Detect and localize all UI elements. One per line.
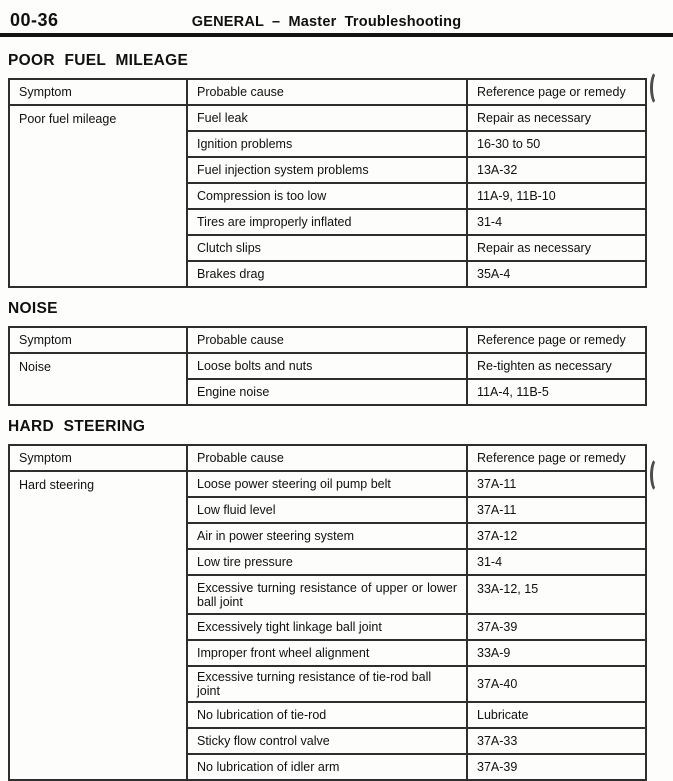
cause-cell: Compression is too low — [187, 183, 467, 209]
table-row — [9, 471, 646, 497]
column-header-symptom: Symptom — [9, 79, 187, 105]
reference-cell: Lubricate — [467, 702, 646, 728]
reference-cell: Repair as necessary — [467, 235, 646, 261]
reference-cell: 37A-11 — [467, 497, 646, 523]
page-number: 00-36 — [10, 10, 59, 30]
table-header-row — [9, 327, 646, 353]
reference-cell: 16-30 to 50 — [467, 131, 646, 157]
reference-cell: 37A-39 — [467, 754, 646, 780]
column-header-cause: Probable cause — [187, 327, 467, 353]
cause-cell: Ignition problems — [187, 131, 467, 157]
section-title-poor-fuel-mileage: POOR FUEL MILEAGE — [8, 52, 189, 69]
reference-cell: 37A-11 — [467, 471, 646, 497]
column-header-symptom: Symptom — [9, 327, 187, 353]
reference-cell: 37A-40 — [467, 666, 646, 702]
cause-cell: Tires are improperly inflated — [187, 209, 467, 235]
cause-cell: Sticky flow control valve — [187, 728, 467, 754]
section-title-noise: NOISE — [8, 300, 58, 317]
cause-cell: Clutch slips — [187, 235, 467, 261]
reference-cell: 31-4 — [467, 209, 646, 235]
column-header-cause: Probable cause — [187, 79, 467, 105]
page-header — [0, 0, 673, 37]
reference-cell: Repair as necessary — [467, 105, 646, 131]
cause-cell: Improper front wheel alignment — [187, 640, 467, 666]
table-header-row — [9, 79, 646, 105]
cause-cell: Engine noise — [187, 379, 467, 405]
reference-cell: Re-tighten as necessary — [467, 353, 646, 379]
column-header-cause: Probable cause — [187, 445, 467, 471]
cause-cell: Loose power steering oil pump belt — [187, 471, 467, 497]
cause-cell: Low fluid level — [187, 497, 467, 523]
column-header-symptom: Symptom — [9, 445, 187, 471]
table-row — [9, 105, 646, 131]
reference-cell: 35A-4 — [467, 261, 646, 287]
cause-cell: Excessive turning resistance of upper or lower ball joint — [187, 575, 467, 614]
table-header-row — [9, 445, 646, 471]
poor-fuel-mileage-table — [8, 78, 647, 288]
section-title-hard-steering: HARD STEERING — [8, 418, 146, 435]
cause-cell: Low tire pressure — [187, 549, 467, 575]
cause-cell: No lubrication of tie-rod — [187, 702, 467, 728]
cause-cell: Excessively tight linkage ball joint — [187, 614, 467, 640]
reference-cell: 11A-9, 11B-10 — [467, 183, 646, 209]
reference-cell: 11A-4, 11B-5 — [467, 379, 646, 405]
scan-artifact-mark — [650, 70, 665, 106]
reference-cell: 13A-32 — [467, 157, 646, 183]
column-header-reference: Reference page or remedy — [467, 327, 646, 353]
cause-cell: No lubrication of idler arm — [187, 754, 467, 780]
scan-artifact-mark — [650, 457, 665, 493]
column-header-reference: Reference page or remedy — [467, 79, 646, 105]
symptom-cell: Hard steering — [9, 471, 187, 780]
cause-cell: Excessive turning resistance of tie-rod ball joint — [187, 666, 467, 702]
cause-cell: Air in power steering system — [187, 523, 467, 549]
reference-cell: 31-4 — [467, 549, 646, 575]
header-rule — [0, 33, 673, 37]
noise-table — [8, 326, 647, 406]
reference-cell: 37A-33 — [467, 728, 646, 754]
cause-cell: Fuel leak — [187, 105, 467, 131]
reference-cell: 37A-39 — [467, 614, 646, 640]
reference-cell: 33A-9 — [467, 640, 646, 666]
reference-cell: 37A-12 — [467, 523, 646, 549]
cause-cell: Fuel injection system problems — [187, 157, 467, 183]
reference-cell: 33A-12, 15 — [467, 575, 646, 614]
hard-steering-table — [8, 444, 647, 781]
header-title: GENERAL – Master Troubleshooting — [191, 14, 462, 30]
cause-cell: Loose bolts and nuts — [187, 353, 467, 379]
table-row — [9, 353, 646, 379]
column-header-reference: Reference page or remedy — [467, 445, 646, 471]
symptom-cell: Noise — [9, 353, 187, 405]
symptom-cell: Poor fuel mileage — [9, 105, 187, 287]
cause-cell: Brakes drag — [187, 261, 467, 287]
